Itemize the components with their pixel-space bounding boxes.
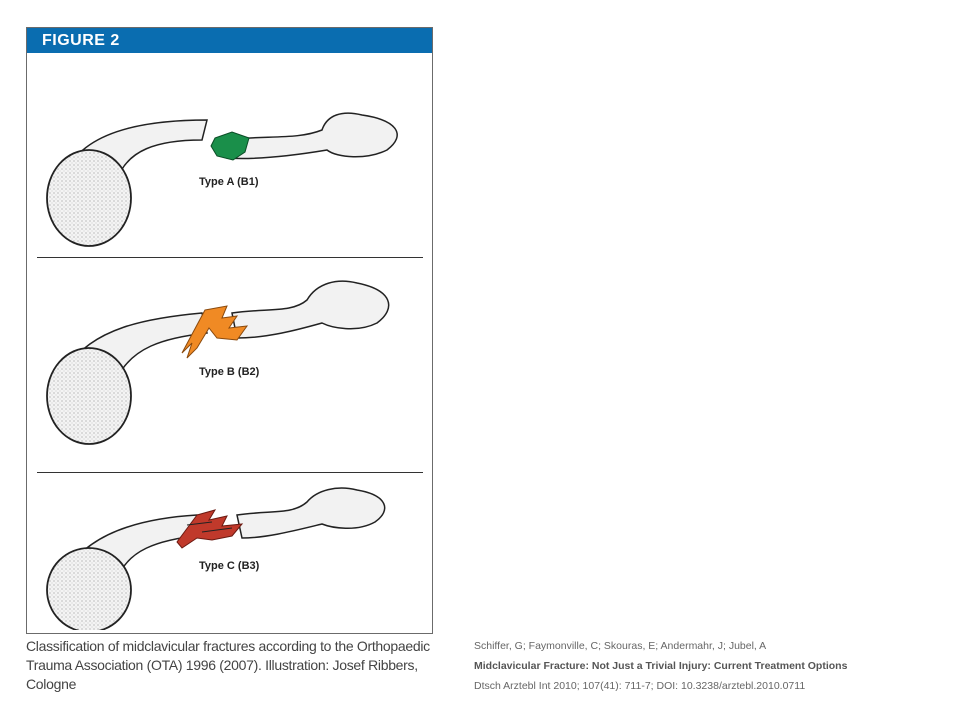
panel-divider [37,472,423,473]
clavicle-illustration-c [37,480,423,630]
clavicle-illustration-a [37,80,423,250]
citation-reference: Dtsch Arztebl Int 2010; 107(41): 711-7; DOI: 10.3238/arztebl.2010.0711 [474,680,806,692]
figure-header: FIGURE 2 [27,28,432,53]
type-label-a: Type A (B1) [199,176,259,188]
type-label-c: Type C (B3) [199,560,260,572]
citation-title: Midclavicular Fracture: Not Just a Trivial Injury: Current Treatment Options [474,660,848,672]
panel-divider [37,257,423,258]
citation-authors: Schiffer, G; Faymonville, C; Skouras, E; Andermahr, J; Jubel, A [474,640,767,652]
figure-box [26,27,433,634]
panel-type-a [37,80,423,250]
type-label-b: Type B (B2) [199,366,260,378]
panel-type-b [37,268,423,453]
citation [474,636,944,696]
clavicle-illustration-b [37,268,423,453]
figure-caption: Classification of midclavicular fractures according to the Orthopaedic Trauma Association (OTA) 1996 (2007). Illustration: Josef Ribbers, Cologne [26,638,430,692]
panel-type-c [37,480,423,630]
